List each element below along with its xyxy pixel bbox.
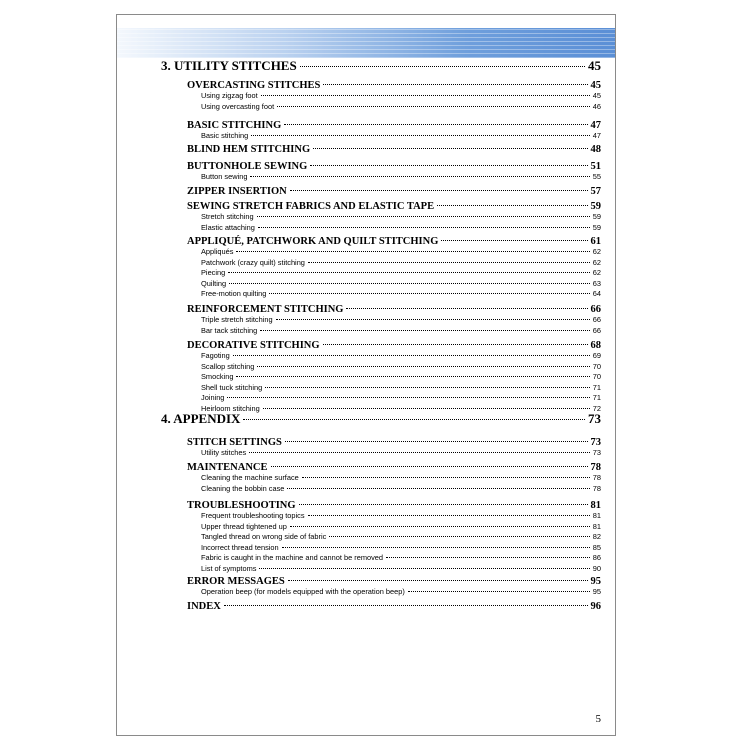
dot-leader (258, 220, 590, 228)
dot-leader (257, 359, 589, 367)
dot-leader (441, 229, 587, 241)
dot-leader (308, 508, 590, 516)
toc-entry-title: Frequent troubleshooting topics (201, 511, 305, 521)
dot-leader (437, 194, 587, 206)
toc-entry-title: Tangled thread on wrong side of fabric (201, 532, 327, 542)
toc-entry-title: Smocking (201, 372, 234, 382)
toc-page-number: 95 (590, 575, 601, 587)
toc-entry-title: 3. UTILITY STITCHES (161, 58, 297, 73)
toc-subentry[interactable] (201, 483, 601, 493)
dot-leader (229, 276, 590, 284)
toc-page-number: 66 (592, 325, 601, 335)
toc-page-number: 95 (592, 587, 601, 597)
dot-leader (282, 540, 590, 548)
toc-page-number: 55 (592, 172, 601, 182)
toc-page-number: 59 (592, 222, 601, 232)
toc-entry-title: Cleaning the bobbin case (201, 483, 285, 493)
toc-page-number: 78 (592, 473, 601, 483)
dot-leader (251, 128, 590, 136)
dot-leader (290, 179, 588, 191)
toc-entry-title: Basic stitching (201, 131, 249, 141)
toc-entry-title: INDEX (187, 600, 221, 612)
toc-page-number: 90 (592, 563, 601, 573)
dot-leader (265, 380, 590, 388)
toc-page-number: 68 (590, 339, 601, 351)
toc-subentry[interactable] (201, 101, 601, 111)
toc-entry-title: DECORATIVE STITCHING (187, 339, 320, 351)
toc-page-number: 78 (592, 483, 601, 493)
toc-page-number: 46 (592, 101, 601, 111)
toc-entry-title: Elastic attaching (201, 222, 255, 232)
dot-leader (277, 99, 590, 107)
toc-entry-title: List of symptoms (201, 563, 257, 573)
dot-leader (233, 348, 590, 356)
dot-leader (271, 455, 588, 467)
toc-page-number: 63 (592, 278, 601, 288)
toc-page-number: 72 (592, 403, 601, 413)
toc-entry-title: ERROR MESSAGES (187, 575, 285, 587)
toc-page-number: 48 (590, 143, 601, 155)
dot-leader (299, 493, 588, 505)
toc-page-number: 78 (590, 461, 601, 473)
dot-leader (257, 209, 590, 217)
dot-leader (249, 445, 590, 453)
toc-page-number: 61 (590, 235, 601, 247)
toc-entry-title: Shell tuck stitching (201, 382, 263, 392)
toc-page-number: 59 (592, 212, 601, 222)
toc-page-number: 66 (590, 303, 601, 315)
toc-entry-title: Upper thread tightened up (201, 521, 287, 531)
toc-entry-title: ZIPPER INSERTION (187, 185, 287, 197)
toc-page-number: 62 (592, 247, 601, 257)
toc-entry-title: MAINTENANCE (187, 461, 268, 473)
toc-page-number: 73 (588, 411, 601, 426)
toc-entry-title: BUTTONHOLE SEWING (187, 160, 308, 172)
dot-leader (236, 244, 589, 252)
dot-leader (290, 519, 590, 527)
toc-page-number: 71 (592, 393, 601, 403)
dot-leader (236, 369, 589, 377)
toc-page-number: 73 (592, 448, 601, 458)
page-number: 5 (595, 713, 601, 725)
toc-page-number: 96 (590, 600, 601, 612)
toc-entry-title: SEWING STRETCH FABRICS AND ELASTIC TAPE (187, 200, 435, 212)
dot-leader (310, 154, 587, 166)
toc-page-number: 81 (590, 499, 601, 511)
toc-entry-title: 4. APPENDIX (161, 411, 241, 426)
toc-entry-title: Fagoting (201, 351, 230, 361)
dot-leader (227, 390, 589, 398)
toc-page-number: 81 (592, 521, 601, 531)
toc-page-number: 81 (592, 511, 601, 521)
toc-page-number: 57 (590, 185, 601, 197)
toc-entry-title: BLIND HEM STITCHING (187, 143, 311, 155)
toc-entry-title: Joining (201, 393, 225, 403)
toc-page-number: 82 (592, 532, 601, 542)
dot-leader (285, 430, 588, 442)
toc-entry-title: Quilting (201, 278, 227, 288)
toc-entry-title: Operation beep (for models equipped with the operation beep) (201, 587, 405, 597)
toc-page-number: 85 (592, 542, 601, 552)
toc-page-number: 45 (590, 79, 601, 91)
dot-leader (329, 529, 589, 537)
toc-entry-title: Heirloom stitching (201, 403, 260, 413)
toc-entry-title: Utility stitches (201, 448, 247, 458)
toc-entry-title: Free-motion quilting (201, 289, 267, 299)
toc-page-number: 59 (590, 200, 601, 212)
dot-leader (269, 286, 589, 294)
toc-page-number: 47 (590, 119, 601, 131)
toc-entry-title: REINFORCEMENT STITCHING (187, 303, 344, 315)
toc-page-number: 66 (592, 315, 601, 325)
toc-page-number: 47 (592, 131, 601, 141)
dot-leader (346, 297, 587, 309)
toc-entry-title: Incorrect thread tension (201, 542, 279, 552)
toc-entry-title: Cleaning the machine surface (201, 473, 299, 483)
dot-leader (228, 265, 590, 273)
toc-page-number: 64 (592, 289, 601, 299)
dot-leader (408, 584, 590, 592)
manual-page (116, 14, 616, 736)
toc-chapter-entry[interactable] (161, 56, 601, 74)
toc-section-entry[interactable] (187, 140, 601, 155)
dot-leader (300, 53, 585, 67)
toc-entry-title: Using overcasting foot (201, 101, 275, 111)
toc-entry-title: Fabric is caught in the machine and cannot be removed (201, 553, 383, 563)
dot-leader (302, 470, 590, 478)
toc-chapter-entry[interactable] (161, 409, 601, 427)
toc-entry-title: Triple stretch stitching (201, 315, 273, 325)
dot-leader (259, 561, 589, 569)
dot-leader (313, 137, 587, 149)
toc-page-number: 70 (592, 372, 601, 382)
dot-leader (224, 594, 588, 606)
toc-page-number: 86 (592, 553, 601, 563)
toc-page-number: 62 (592, 257, 601, 267)
toc-page-number: 51 (590, 160, 601, 172)
dot-leader (276, 312, 590, 320)
toc-entry-title: Stretch stitching (201, 212, 254, 222)
toc-page-number: 45 (592, 91, 601, 101)
toc-entry-title: TROUBLESHOOTING (187, 499, 296, 511)
toc-entry-title: BASIC STITCHING (187, 119, 282, 131)
dot-leader (288, 569, 588, 581)
dot-leader (323, 333, 588, 345)
dot-leader (243, 406, 585, 420)
dot-leader (260, 323, 589, 331)
dot-leader (250, 169, 589, 177)
toc-entry-title: Using zigzag foot (201, 91, 258, 101)
dot-leader (323, 73, 587, 85)
toc-section-entry[interactable] (187, 597, 601, 612)
dot-leader (261, 88, 590, 96)
toc-page-number: 73 (590, 436, 601, 448)
dot-leader (284, 113, 587, 125)
toc-page-number: 71 (592, 382, 601, 392)
toc-entry-title: Piecing (201, 268, 226, 278)
toc-page-number: 45 (588, 58, 601, 73)
toc-entry-title: Scallop stitching (201, 361, 255, 371)
dot-leader (287, 481, 589, 489)
toc-entry-title: STITCH SETTINGS (187, 436, 282, 448)
toc-entry-title: APPLIQUÉ, PATCHWORK AND QUILT STITCHING (187, 235, 439, 247)
toc-page-number: 70 (592, 361, 601, 371)
toc-entry-title: Bar tack stitching (201, 325, 258, 335)
dot-leader (308, 255, 590, 263)
toc-entry-title: Appliqués (201, 247, 234, 257)
dot-leader (386, 550, 590, 558)
toc-page-number: 62 (592, 268, 601, 278)
toc-page-number: 69 (592, 351, 601, 361)
toc-entry-title: Patchwork (crazy quilt) stitching (201, 257, 305, 267)
toc-entry-title: Button sewing (201, 172, 248, 182)
toc-entry-title: OVERCASTING STITCHES (187, 79, 321, 91)
